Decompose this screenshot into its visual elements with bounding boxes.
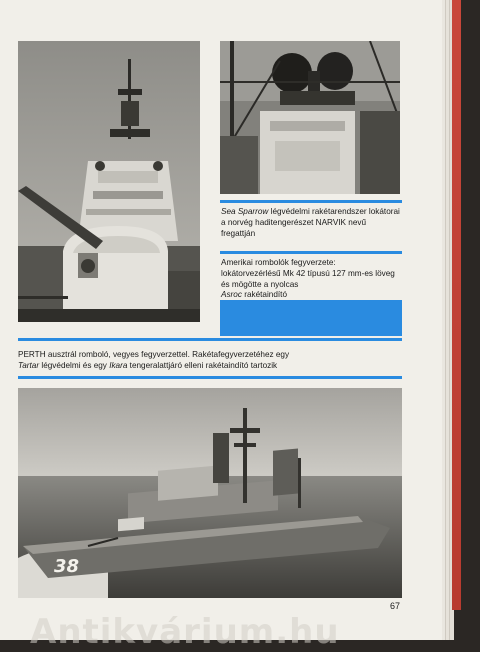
sea-sparrow-name: Sea Sparrow <box>221 207 269 216</box>
watermark: Antikvárium.hu <box>30 612 340 652</box>
blue-accent-block <box>220 300 402 336</box>
ikara-name: Ikara <box>109 360 128 370</box>
caption-divider <box>220 200 402 203</box>
american-caption-line3: rakétaindító <box>241 290 287 300</box>
caption-divider <box>220 251 402 254</box>
hull-number: 38 <box>54 556 80 577</box>
perth-destroyer-photo <box>18 388 402 598</box>
page-number: 67 <box>390 601 401 611</box>
perth-caption-end: tengeralattjáró elleni rakétaindító tartozik <box>127 360 278 370</box>
cover-edge <box>452 0 461 610</box>
perth-caption-line1: PERTH ausztrál romboló, vegyes fegyverzettel. Rakétafegyverzetéhez egy <box>18 350 290 359</box>
sea-sparrow-radar-photo <box>220 41 400 194</box>
perth-caption-mid: légvédelmi és egy <box>39 360 110 370</box>
tartar-name: Tartar <box>18 360 40 370</box>
sea-sparrow-caption <box>221 207 401 239</box>
sea-sparrow-text: légvédelmi rakétarendszer lokátorai a norvég haditengerészet NARVIK nevű fregattján <box>221 207 400 238</box>
destroyer-gun-photo <box>18 41 200 322</box>
american-destroyer-caption <box>221 258 401 301</box>
perth-caption <box>18 350 403 372</box>
american-caption-line2: lokátorvezérlésű Mk 42 típusú 127 mm-es löveg és mögötte a nyolcas <box>221 268 395 289</box>
american-caption-line1: Amerikai rombolók fegyverzete: <box>221 258 336 267</box>
caption-divider <box>18 376 402 379</box>
caption-divider <box>18 338 402 341</box>
asroc-name: Asroc <box>221 290 242 300</box>
